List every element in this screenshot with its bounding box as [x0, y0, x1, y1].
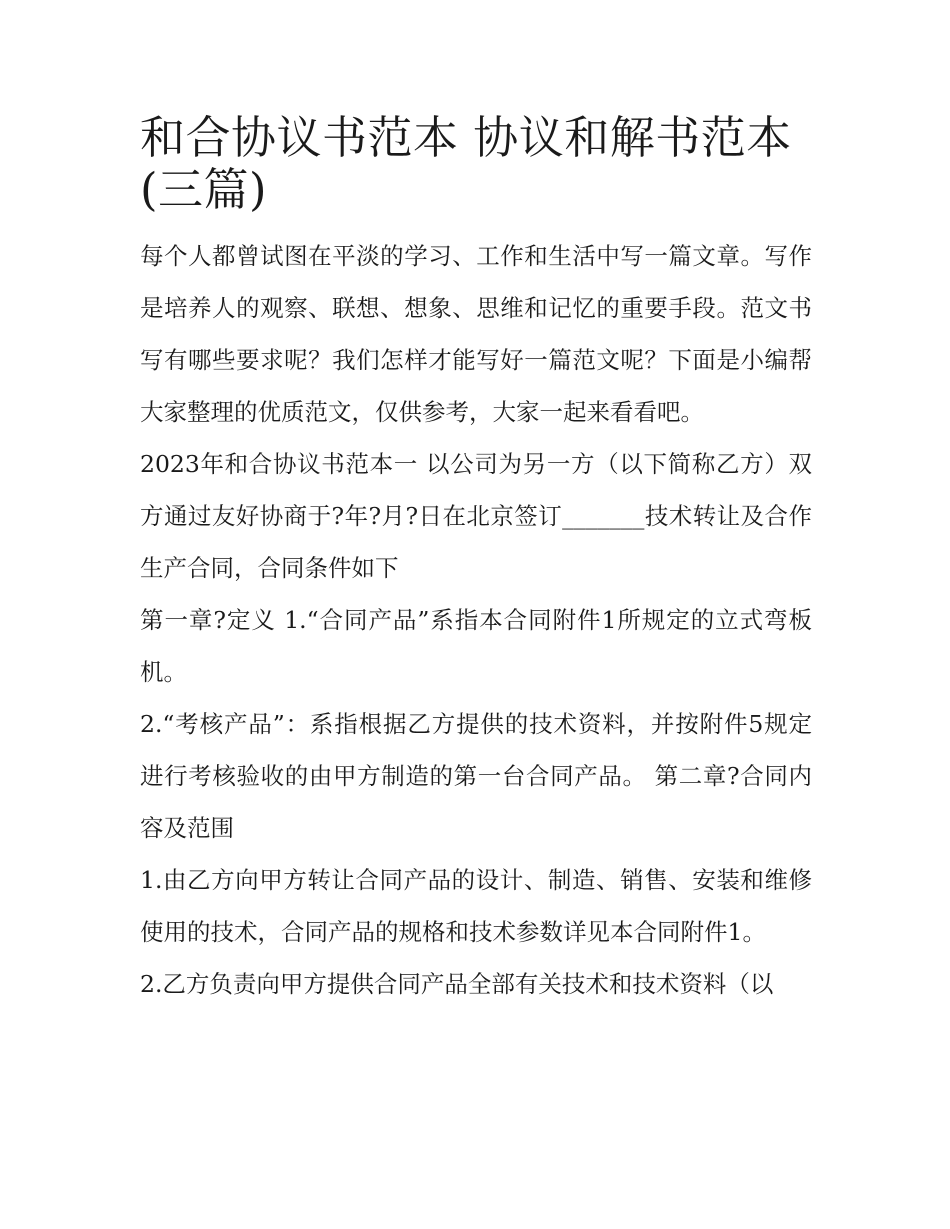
document-title: 和合协议书范本 协议和解书范本(三篇)	[140, 111, 792, 217]
paragraph-contract-scope-1: 1.由乙方向甲方转让合同产品的设计、制造、销售、安装和维修使用的技术，合同产品的规格和技术参数详见本合同附件1。	[140, 866, 812, 947]
document-body	[140, 112, 812, 1010]
paragraph-agreement-opening: 2023年和合协议书范本一 以公司为另一方（以下简称乙方）双方通过友好协商于?年?月?日在北京签订_______技术转让及合作生产合同，合同条件如下	[140, 450, 812, 583]
paragraph-assessment-product: 2.“考核产品”：系指根据乙方提供的技术资料，并按附件5规定进行考核验收的由甲方制造的第一台合同产品。 第二章?合同内容及范围	[140, 710, 812, 843]
paragraph-chapter-one-definition: 第一章?定义 1.“合同产品”系指本合同附件1所规定的立式弯板机。	[140, 606, 812, 687]
paragraph-intro: 每个人都曾试图在平淡的学习、工作和生活中写一篇文章。写作是培养人的观察、联想、想象、思维和记忆的重要手段。范文书写有哪些要求呢？我们怎样才能写好一篇范文呢？下面是小编帮大家整理的优质范文，仅供参考，大家一起来看看吧。	[140, 242, 812, 427]
paragraph-contract-scope-2: 2.乙方负责向甲方提供合同产品全部有关技术和技术资料（以	[140, 970, 774, 999]
